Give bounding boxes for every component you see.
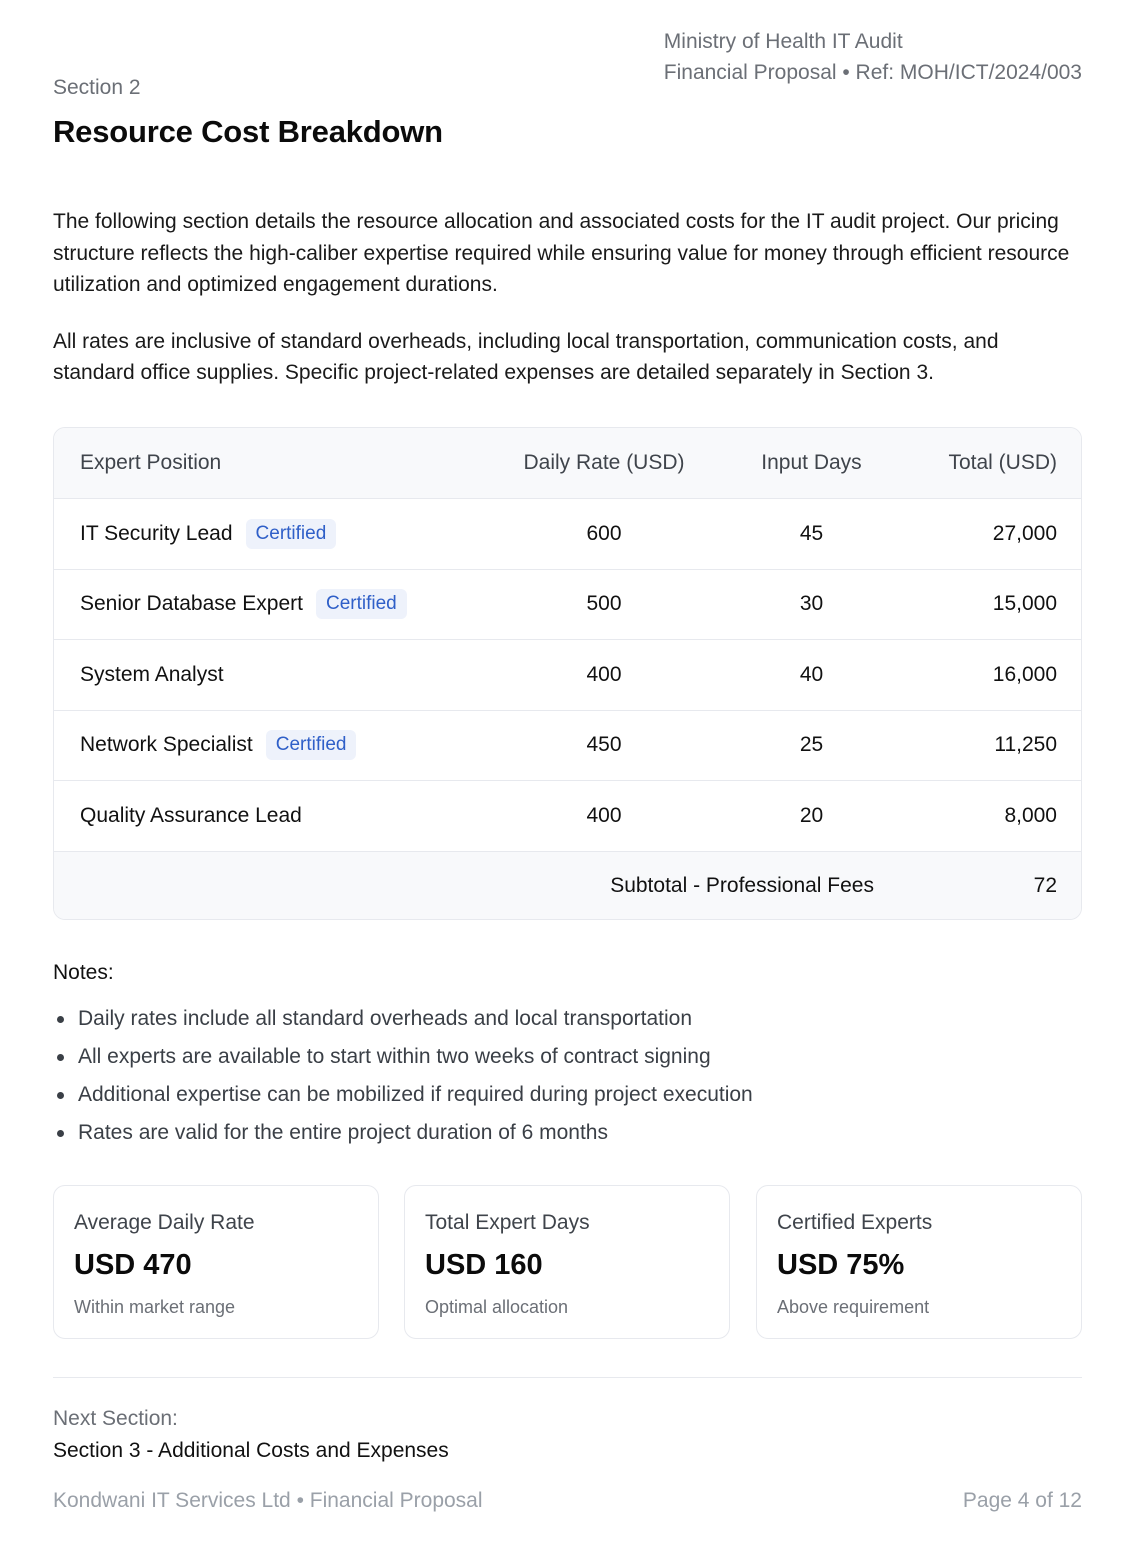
rate-cell: 400 <box>586 662 622 686</box>
rate-cell: 450 <box>586 733 622 757</box>
days-cell: 20 <box>799 803 824 827</box>
position-cell <box>80 570 407 640</box>
subtotal-value: 72 <box>1033 874 1057 897</box>
table-row <box>54 639 1082 710</box>
rate-cell: 500 <box>586 592 622 616</box>
total-cell: 27,000 <box>992 521 1057 545</box>
table-row <box>54 569 1082 640</box>
table-row <box>54 498 1082 569</box>
stat-label: Average Daily Rate <box>74 1211 255 1234</box>
stat-note: Above requirement <box>777 1297 930 1317</box>
list-item <box>53 1114 753 1152</box>
stat-card-certified-experts <box>756 1185 1082 1339</box>
bullet-icon <box>57 1054 64 1061</box>
intro-paragraph-1: The following section details the resource allocation and associated costs for the IT audit project. Our pricing structure reflects the high-caliber expertise required while ensuring value for money through efficient resource utilization and optimized engagement durations. <box>53 210 1070 296</box>
stat-label: Total Expert Days <box>425 1211 590 1234</box>
rate-cell: 600 <box>586 521 622 545</box>
notes-title: Notes: <box>53 961 114 984</box>
days-cell: 40 <box>799 662 824 686</box>
table-row <box>54 710 1082 781</box>
header-input-days: Input Days <box>761 451 862 474</box>
total-cell: 8,000 <box>1004 803 1057 827</box>
list-item <box>53 1038 753 1076</box>
bullet-icon <box>57 1016 64 1023</box>
note-text: Rates are valid for the entire project duration of 6 months <box>78 1121 608 1144</box>
position-cell <box>80 499 336 569</box>
page-number: Page 4 of 12 <box>962 1489 1082 1512</box>
intro-text <box>53 206 1082 389</box>
total-cell: 11,250 <box>994 733 1057 757</box>
stat-card-average-rate <box>53 1185 379 1339</box>
note-text: Daily rates include all standard overheads and local transportation <box>78 1007 693 1030</box>
stat-note: Optimal allocation <box>425 1297 569 1317</box>
total-cell: 16,000 <box>992 662 1057 686</box>
section-divider <box>53 1377 1082 1378</box>
header-doc-line: Financial Proposal • Ref: MOH/ICT/2024/003 <box>663 61 1082 84</box>
position-name: Quality Assurance Lead <box>80 803 302 827</box>
page-title: Resource Cost Breakdown <box>53 114 443 149</box>
position-cell <box>80 711 356 781</box>
footer-company: Kondwani IT Services Ltd • Financial Proposal <box>53 1489 483 1512</box>
rate-cell: 400 <box>586 803 622 827</box>
position-name: Network Specialist <box>80 733 253 757</box>
position-cell <box>80 781 302 851</box>
section-label: Section 2 <box>53 76 141 99</box>
header-daily-rate: Daily Rate (USD) <box>523 451 685 474</box>
subtotal-row <box>54 851 1082 921</box>
stat-card-expert-days <box>404 1185 730 1339</box>
certified-badge: Certified <box>316 589 407 619</box>
note-text: Additional expertise can be mobilized if required during project execution <box>78 1083 753 1106</box>
list-item <box>53 1000 753 1038</box>
cost-table <box>53 427 1082 920</box>
bullet-icon <box>57 1092 64 1099</box>
certified-badge: Certified <box>266 730 357 760</box>
header-position: Expert Position <box>80 451 222 474</box>
stat-label: Certified Experts <box>777 1211 933 1234</box>
note-text: All experts are available to start within two weeks of contract signing <box>78 1045 711 1068</box>
document-page <box>53 0 1082 1554</box>
summary-stats <box>53 1185 1082 1339</box>
position-cell <box>80 640 224 710</box>
header-total: Total (USD) <box>948 451 1057 474</box>
days-cell: 25 <box>799 733 824 757</box>
table-row <box>54 780 1082 851</box>
list-item <box>53 1076 753 1114</box>
total-cell: 15,000 <box>992 592 1057 616</box>
position-name: System Analyst <box>80 662 224 686</box>
stat-value: USD 160 <box>425 1249 543 1281</box>
next-section-label: Next Section: <box>53 1407 178 1430</box>
position-name: IT Security Lead <box>80 521 233 545</box>
header-org-line: Ministry of Health IT Audit <box>663 30 903 53</box>
stat-value: USD 75% <box>777 1249 905 1281</box>
certified-badge: Certified <box>246 519 337 549</box>
intro-paragraph-2: All rates are inclusive of standard overheads, including local transportation, communication costs, and standard office supplies. Specific project-related expenses are detailed separately in Section 3. <box>53 329 999 384</box>
position-name: Senior Database Expert <box>80 592 303 616</box>
table-header-row <box>54 428 1082 498</box>
subtotal-label: Subtotal - Professional Fees <box>610 874 874 897</box>
days-cell: 30 <box>799 592 824 616</box>
next-section-title: Section 3 - Additional Costs and Expenses <box>53 1439 449 1462</box>
document-header <box>664 26 1082 88</box>
notes-list <box>53 1000 753 1152</box>
stat-note: Within market range <box>74 1297 236 1317</box>
days-cell: 45 <box>799 521 824 545</box>
bullet-icon <box>57 1130 64 1137</box>
stat-value: USD 470 <box>74 1249 192 1281</box>
